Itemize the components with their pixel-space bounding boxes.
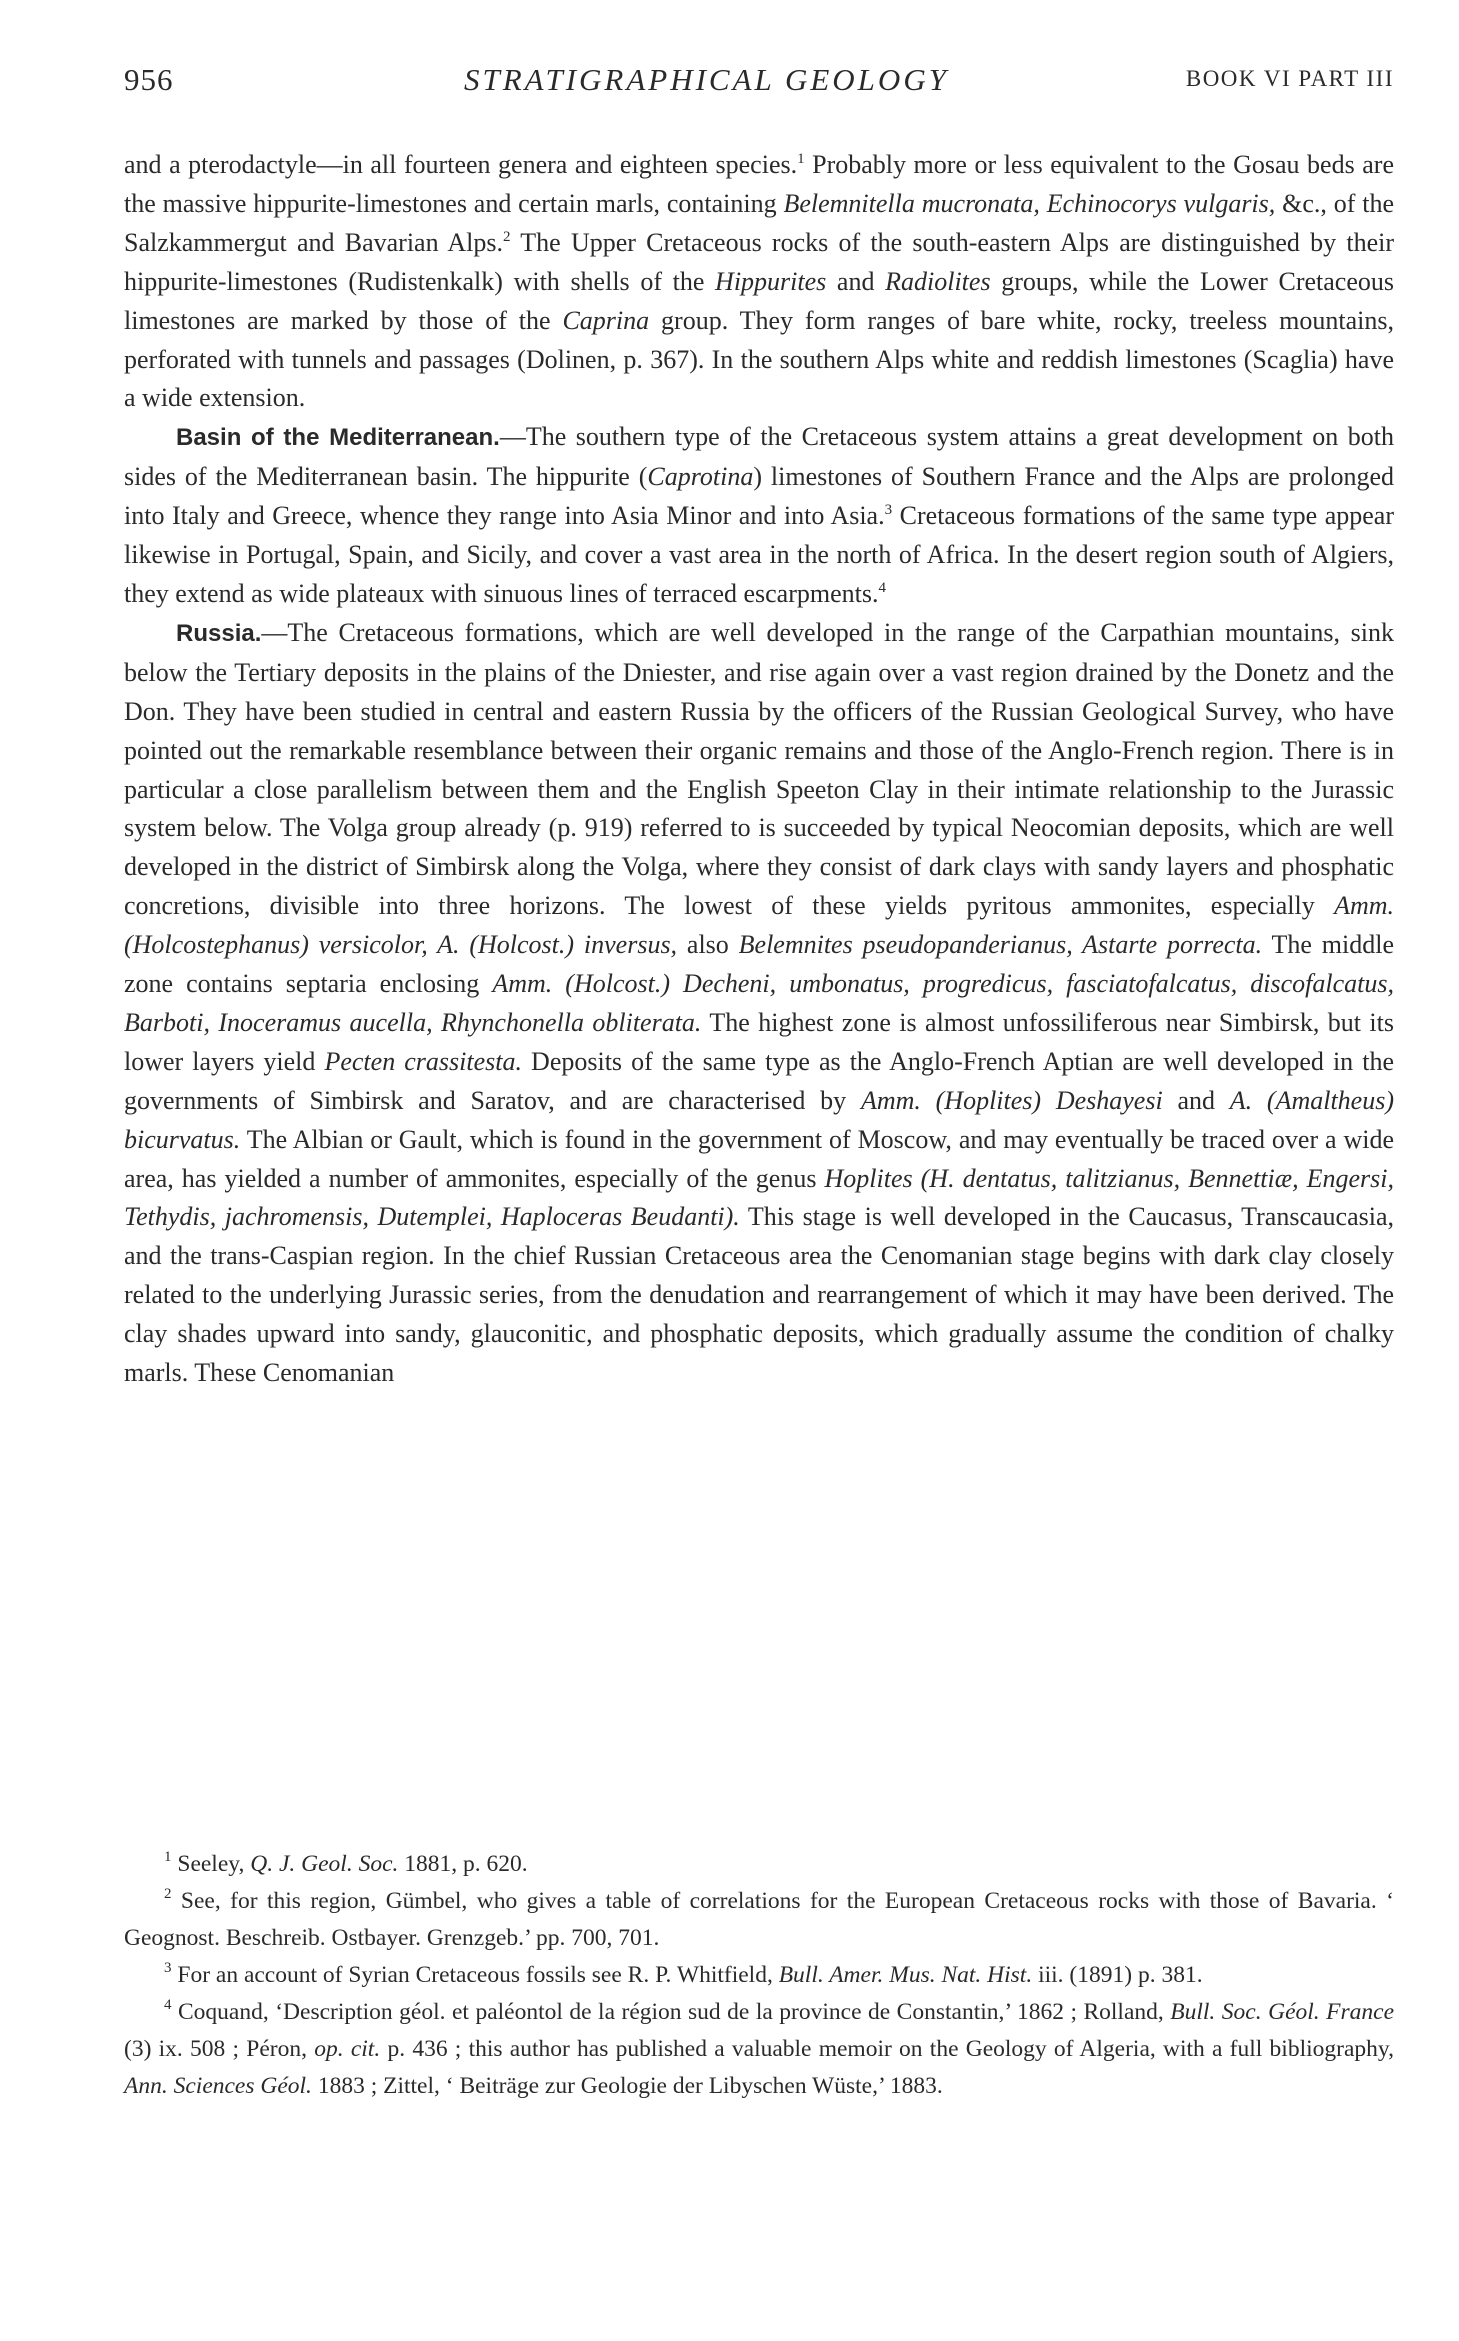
- text-run: also: [677, 930, 739, 960]
- italic-text: Bull. Soc. Géol. France: [1170, 1999, 1395, 2025]
- footnote-marker: 3: [164, 1960, 172, 1976]
- text-run: This stage is well developed in the Caucasus, Transcaucasia, and the trans-Caspian region. In the chief Russian Cretaceous area the Cenomanian stage begins with dark clay closely related to the underlying Jurassic series, from the denudation and rearrangement of which it may have been derived. The clay shades upward into sandy, glauconitic, and phosphatic deposits, which gradually assume the condition of chalky marls. These Cenomanian: [124, 1202, 1394, 1388]
- italic-text: Ann. Sciences Géol.: [124, 2073, 312, 2099]
- text-run: For an account of Syrian Cretaceous fossils see R. P. Whitfield,: [171, 1962, 779, 1988]
- text-run: p. 436 ; this author has published a valuable memoir on the Geology of Algeria, with a full bibliography,: [380, 2036, 1394, 2062]
- section-heading: Basin of the Mediterranean.: [176, 424, 500, 452]
- paragraph-alps: [124, 146, 1394, 418]
- page-number: 956: [124, 62, 174, 97]
- italic-text: Amm. (Holcostephanus) versicolor, A. (Holcost.) inversus,: [124, 891, 1394, 960]
- page-header: [124, 62, 1394, 110]
- italic-text: Bull. Amer. Mus. Nat. Hist.: [778, 1962, 1033, 1988]
- text-run: —The Cretaceous formations, which are well developed in the range of the Carpathian mountains, sink below the Tertiary deposits in the plains of the Dniester, and rise again over a vast region drained by the Donetz and the Don. They have been studied in central and eastern Russia by the officers of the Russian Geological Survey, who have pointed out the remarkable resemblance between their organic remains and those of the Anglo-French region. There is in particular a close parallelism between them and the English Speeton Clay in their intimate relationship to the Jurassic system below. The Volga group already (p. 919) referred to is succeeded by typical Neocomian deposits, which are well developed in the district of Simbirsk along the Volga, where they consist of dark clays with sandy layers and phosphatic concretions, divisible into three horizons. The lowest of these yields pyritous ammonites, especially: [124, 617, 1394, 921]
- text-run: Probably more or less equivalent to the Gosau beds are the massive hippurite-limestones and certain marls, containing: [124, 150, 1394, 218]
- footnote-4: [124, 1994, 1394, 2105]
- paragraph-mediterranean: [124, 418, 1394, 614]
- book-part-label: BOOK VI PART III: [1185, 66, 1394, 91]
- italic-text: Q. J. Geol. Soc.: [250, 1851, 399, 1877]
- text-run: iii. (1891) p. 381.: [1032, 1962, 1203, 1988]
- text-run: 1881, p. 620.: [398, 1851, 528, 1877]
- footnote-2: [124, 1883, 1394, 1957]
- italic-text: Radiolites: [885, 266, 991, 296]
- text-run: 1883 ; Zittel, ‘ Beiträge zur Geologie der Libyschen Wüste,’ 1883.: [311, 2073, 943, 2099]
- text-run: ) limestones of Southern France and the Alps are prolonged into Italy and Greece, whence they range into Asia Minor and into Asia.: [124, 462, 1394, 531]
- text-run: See, for this region, Gümbel, who gives a table of correlations for the European Cretaceous rocks with those of Bavaria. ‘ Geognost. Beschreib. Ostbayer. Grenzgeb.’ pp. 700, 701.: [124, 1888, 1394, 1951]
- main-text: [124, 146, 1394, 1393]
- text-run: The Upper Cretaceous rocks of the south-eastern Alps are distinguished by their hippurite-limestones (Rudistenkalk) with shells of the: [124, 227, 1394, 296]
- text-run: Cretaceous formations of the same type appear likewise in Portugal, Spain, and Sicily, and cover a vast area in the north of Africa. In the desert region south of Algiers, they extend as wide plateaux with sinuous lines of terraced escarpments.: [124, 501, 1394, 608]
- footnote-marker: 2: [503, 228, 511, 245]
- footnote-marker: 4: [164, 1997, 172, 2013]
- text-run: (3) ix. 508 ; Péron,: [124, 2036, 315, 2062]
- text-run: The middle zone contains septaria enclosing: [124, 930, 1394, 999]
- italic-text: Hippurites: [715, 266, 827, 296]
- paragraph-russia: [124, 614, 1394, 1393]
- footnote-marker: 4: [878, 579, 886, 596]
- running-title: STRATIGRAPHICAL GEOLOGY: [464, 62, 949, 97]
- footnote-3: [124, 1957, 1394, 1994]
- text-run: group. They form ranges of bare white, rocky, treeless mountains, perforated with tunnels and passages (Dolinen, p. 367). In the southern Alps white and reddish limestones (Scaglia) have a wide extension.: [124, 305, 1395, 413]
- text-run: The highest zone is almost unfossiliferous near Simbirsk, but its lower layers yield: [124, 1007, 1394, 1076]
- italic-text: Belemnites pseudopanderianus, Astarte porrecta.: [738, 930, 1263, 960]
- italic-text: Belemnitella mucronata, Echinocorys vulgaris,: [783, 188, 1276, 218]
- footnote-marker: 1: [797, 151, 805, 167]
- italic-text: Amm. (Holcost.) Decheni, umbonatus, progredicus, fasciatofalcatus, discofalcatus, Barboti, Inoceramus aucella, Rhynchonella obliterata.: [124, 969, 1394, 1037]
- text-run: Seeley,: [171, 1851, 251, 1877]
- text-run: —The southern type of the Cretaceous system attains a great development on both sides of the Mediterranean basin. The hippurite (: [124, 422, 1395, 492]
- text-run: &c., of the Salzkammergut and Bavarian Alps.: [124, 188, 1395, 257]
- text-run: The Albian or Gault, which is found in the government of Moscow, and may eventually be traced over a wide area, has yielded a number of ammonites, especially of the genus: [124, 1124, 1394, 1193]
- italic-text: op. cit.: [314, 2036, 381, 2062]
- italic-text: Caprina: [562, 305, 650, 335]
- italic-text: Hoplites (H. dentatus, talitzianus, Bennettiæ, Engersi, Tethydis, jachromensis, Dutemplei, Haploceras Beudanti).: [124, 1163, 1394, 1232]
- footnotes: [124, 1846, 1394, 2105]
- italic-text: Caprotina: [647, 462, 754, 492]
- italic-text: A. (Amaltheus) bicurvatus.: [124, 1085, 1394, 1154]
- text-run: groups, while the Lower Cretaceous limestones are marked by those of the: [124, 266, 1394, 335]
- text-run: and: [1162, 1085, 1230, 1115]
- italic-text: Pecten crassitesta.: [324, 1046, 522, 1076]
- italic-text: Amm. (Hoplites) Deshayesi: [860, 1085, 1163, 1115]
- footnote-marker: 1: [164, 1849, 172, 1865]
- section-heading: Russia.: [176, 619, 262, 647]
- footnote-marker: 3: [884, 502, 893, 519]
- text-run: and a pterodactyle—in all fourteen genera and eighteen species.: [124, 150, 798, 179]
- text-run: Deposits of the same type as the Anglo-French Aptian are well developed in the governments of Simbirsk and Saratov, and are characterised by: [124, 1046, 1394, 1115]
- footnote-1: [124, 1846, 1394, 1883]
- footnote-marker: 2: [164, 1886, 172, 1902]
- text-run: Coquand, ‘Description géol. et paléontol de la région sud de la province de Constantin,’ 1862 ; Rolland,: [171, 1999, 1171, 2025]
- text-run: and: [826, 266, 886, 296]
